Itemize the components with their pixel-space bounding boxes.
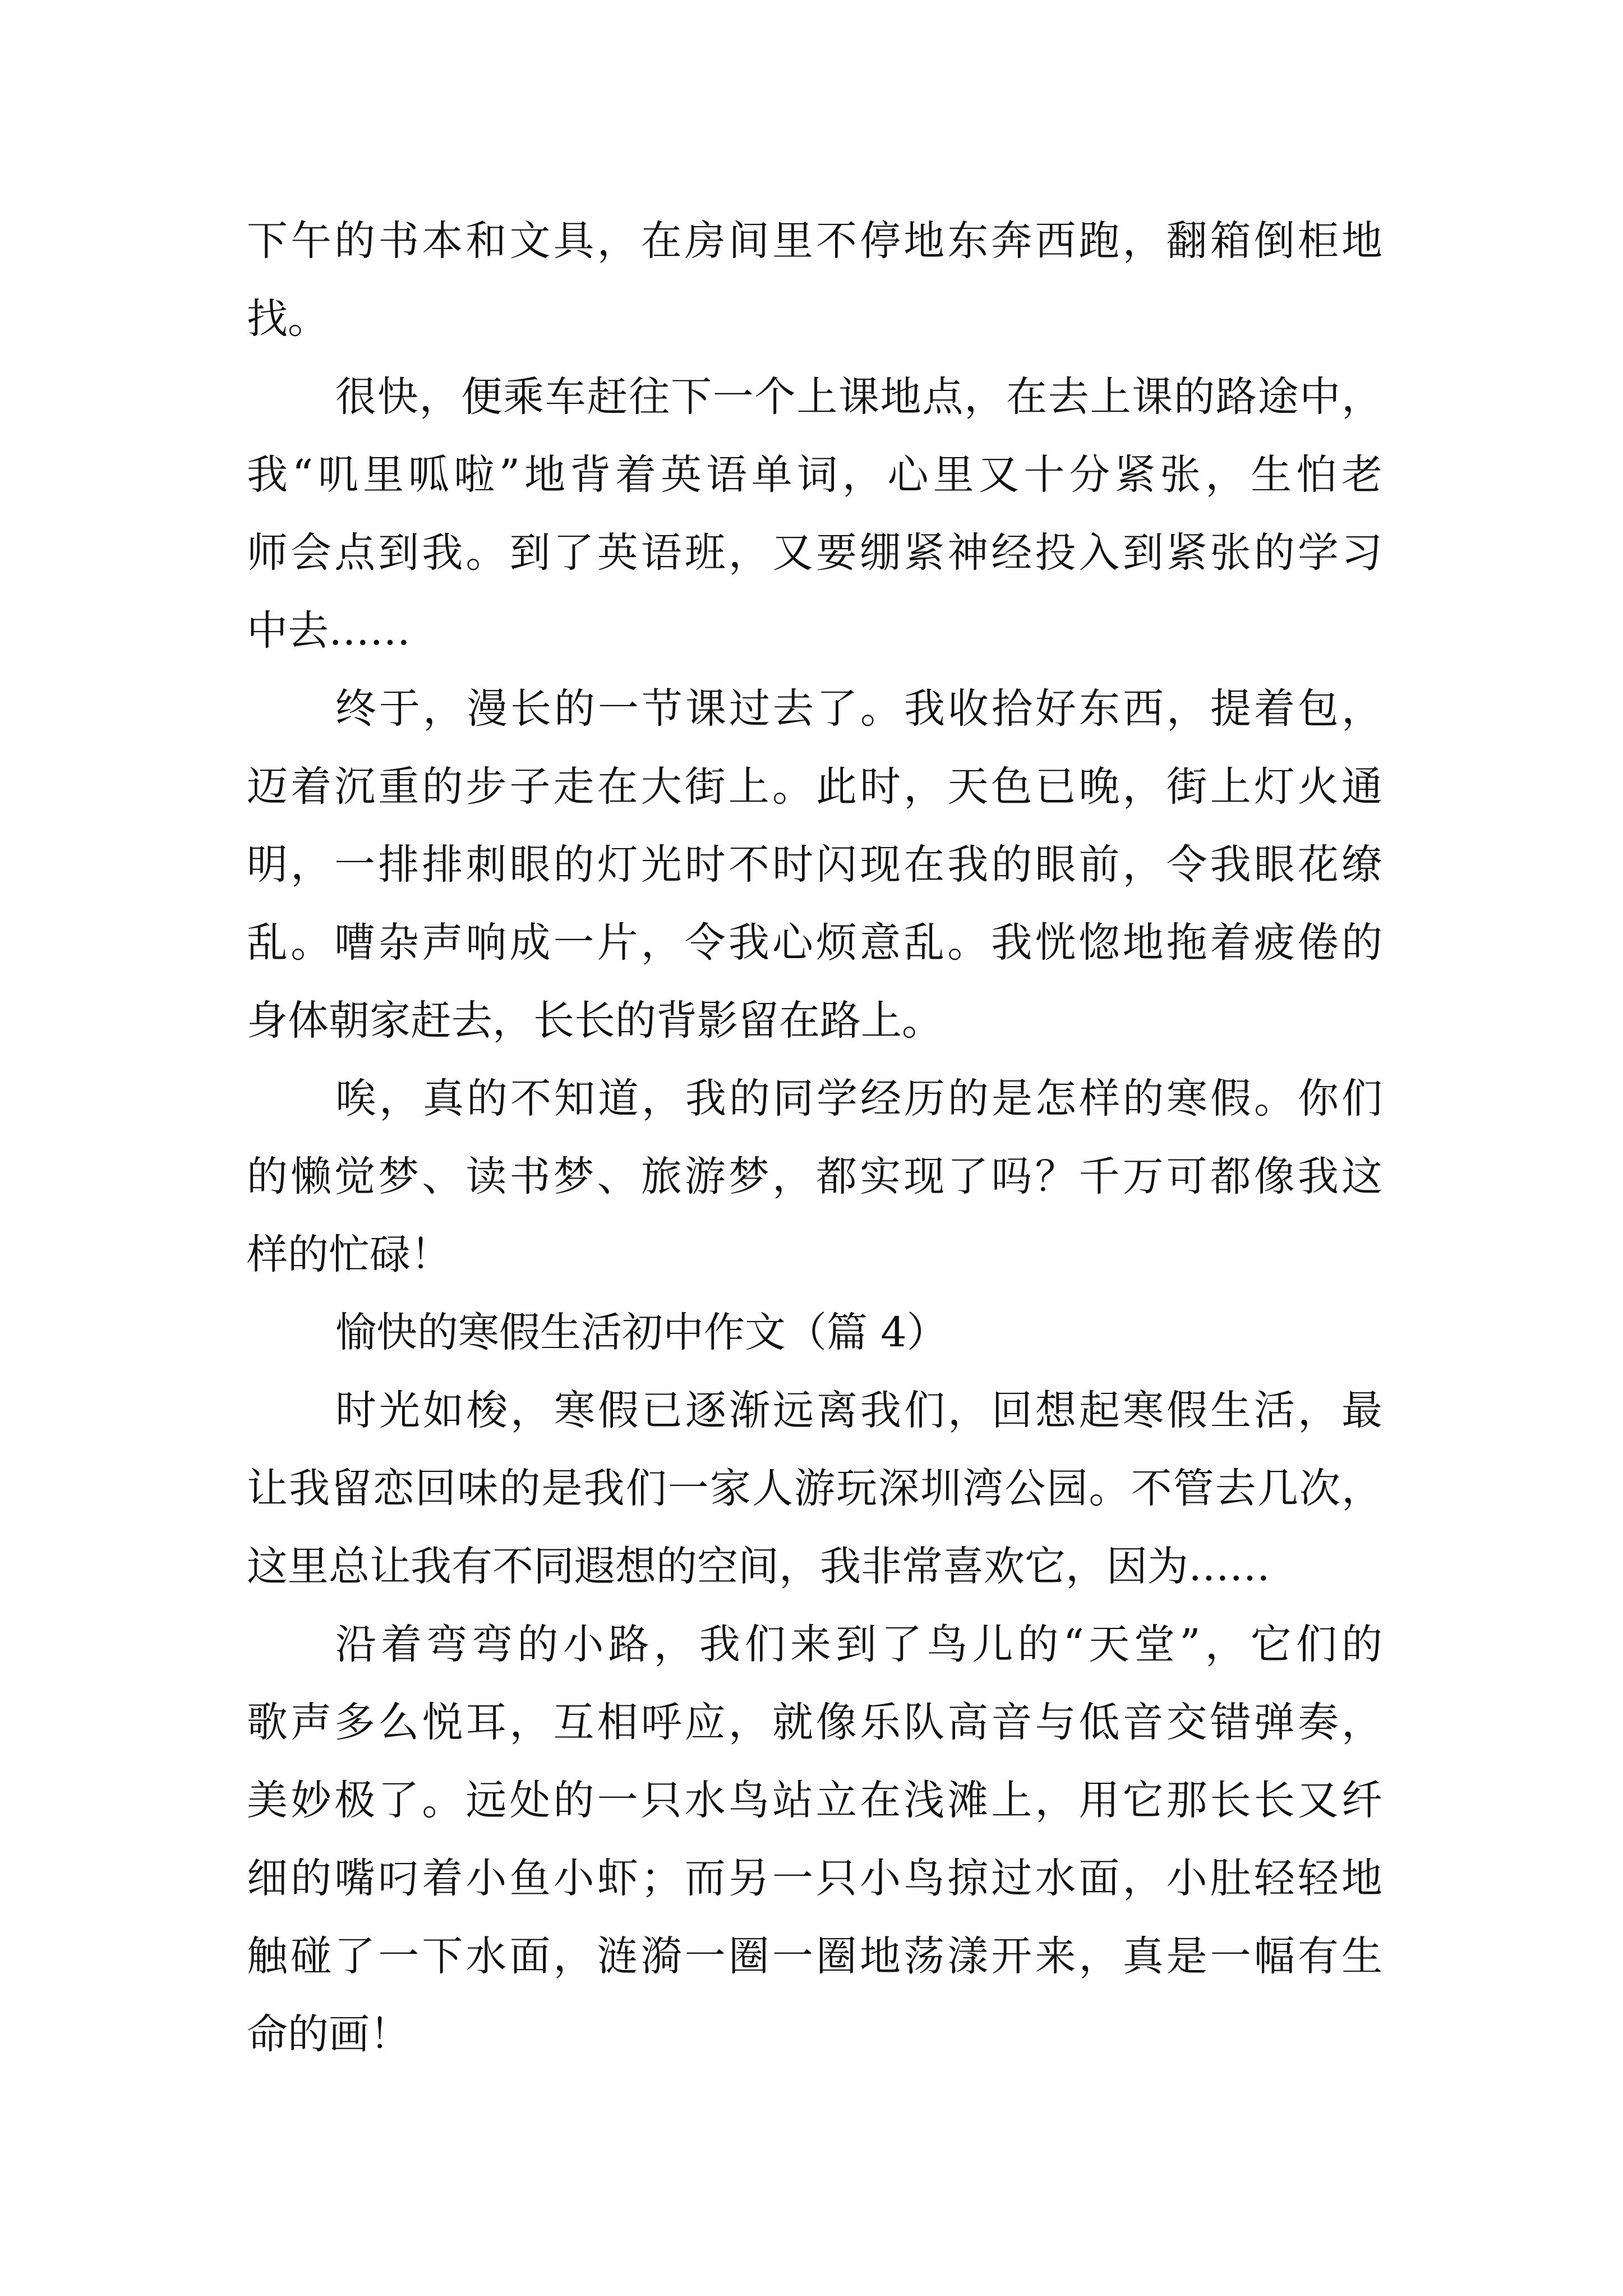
text-line: 样的忙碌！	[247, 1231, 451, 1278]
text-line: 师会点到我。到了英语班，又要绷紧神经投入到紧张的学习	[247, 529, 1382, 577]
text-line: 愉快的寒假生活初中作文（篇 4）	[335, 1309, 948, 1356]
text-line: 我“叽里呱啦”地背着英语单词，心里又十分紧张，生怕老	[247, 451, 1382, 499]
text-line: 很快，便乘车赶往下一个上课地点，在去上课的路途中，	[335, 373, 1382, 421]
text-line: 下午的书本和文具，在房间里不停地东奔西跑，翻箱倒柜地	[247, 217, 1382, 265]
text-line: 美妙极了。远处的一只水鸟站立在浅滩上，用它那长长又纤	[247, 1777, 1382, 1824]
paragraph	[247, 202, 1382, 358]
text-line: 乱。嘈杂声响成一片，令我心烦意乱。我恍惚地拖着疲倦的	[247, 919, 1382, 967]
paragraph	[247, 358, 1382, 670]
text-line: 迈着沉重的步子走在大街上。此时，天色已晚，街上灯火通	[247, 763, 1382, 811]
text-line: 触碰了一下水面，涟漪一圈一圈地荡漾开来，真是一幅有生	[247, 1932, 1382, 1980]
text-line: 中去……	[247, 607, 411, 655]
text-line: 命的画！	[247, 2010, 411, 2058]
paragraph	[247, 1060, 1382, 1294]
essay-body	[247, 202, 1382, 2073]
text-line: 身体朝家赶去，长长的背影留在路上。	[247, 997, 943, 1045]
text-line: 这里总让我有不同遐想的空间，我非常喜欢它，因为……	[247, 1543, 1270, 1590]
text-line: 找。	[247, 295, 329, 343]
text-line: 让我留恋回味的是我们一家人游玩深圳湾公园。不管去几次，	[247, 1465, 1382, 1512]
text-line: 的懒觉梦、读书梦、旅游梦，都实现了吗？千万可都像我这	[247, 1153, 1382, 1200]
paragraph	[247, 1372, 1382, 1605]
text-line: 细的嘴叼着小鱼小虾；而另一只小鸟掠过水面，小肚轻轻地	[247, 1855, 1382, 1902]
text-line: 终于，漫长的一节课过去了。我收拾好东西，提着包，	[335, 685, 1382, 733]
paragraph	[247, 670, 1382, 1060]
text-line: 唉，真的不知道，我的同学经历的是怎样的寒假。你们	[335, 1075, 1382, 1122]
paragraph	[247, 1605, 1382, 2073]
text-line: 歌声多么悦耳，互相呼应，就像乐队高音与低音交错弹奏，	[247, 1699, 1382, 1746]
text-line: 时光如梭，寒假已逐渐远离我们，回想起寒假生活，最	[335, 1387, 1382, 1434]
text-line: 明，一排排刺眼的灯光时不时闪现在我的眼前，令我眼花缭	[247, 841, 1382, 889]
section-heading	[247, 1294, 1382, 1372]
text-line: 沿着弯弯的小路，我们来到了鸟儿的“天堂”，它们的	[335, 1621, 1382, 1668]
